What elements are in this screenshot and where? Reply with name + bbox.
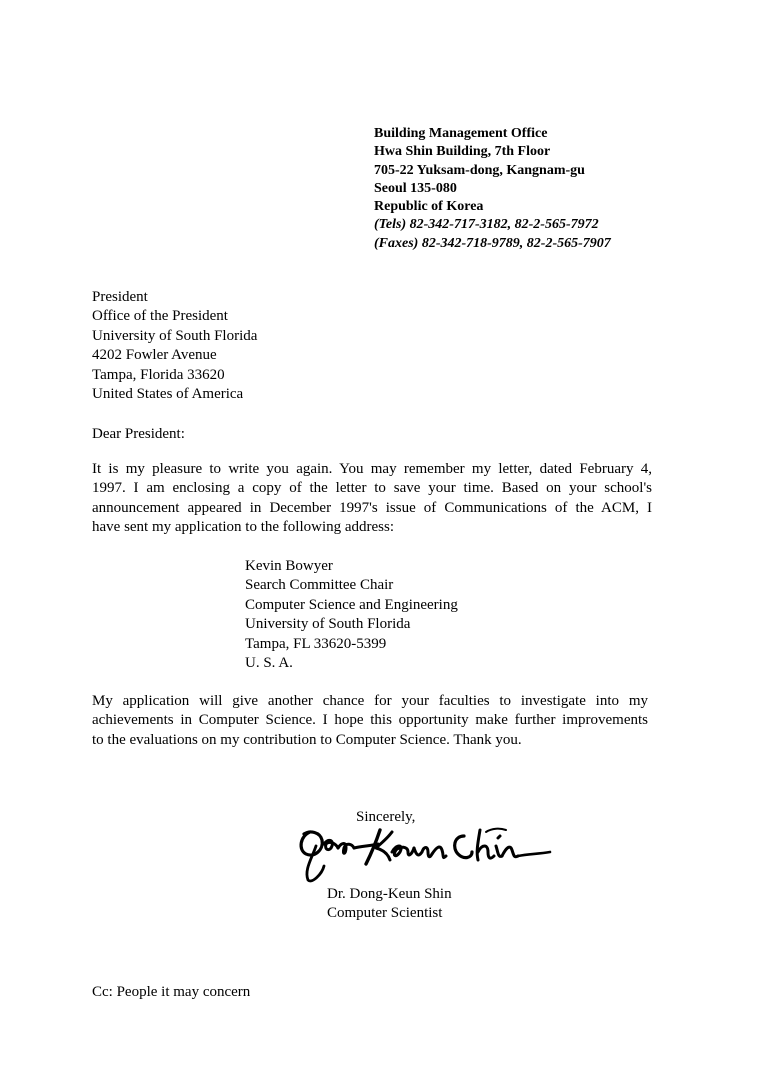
sender-telephones: (Tels) 82-342-717-3182, 82-2-565-7972 <box>374 217 599 233</box>
sender-line: Seoul 135-080 <box>374 180 457 196</box>
sender-faxes: (Faxes) 82-342-718-9789, 82-2-565-7907 <box>374 235 611 251</box>
paragraph-line: achievements in Computer Science. I hope this opportunity make further improvements <box>92 712 648 729</box>
address-line: Kevin Bowyer <box>245 558 333 574</box>
address-line: Tampa, FL 33620-5399 <box>245 635 387 652</box>
signer-title: Computer Scientist <box>327 905 443 922</box>
body-paragraph-1 <box>92 460 652 538</box>
paragraph-line: My application will give another chance for your faculties to investigate into my <box>92 693 648 709</box>
paragraph-line: 1997. I am enclosing a copy of the letter to save your time. Based on your school's <box>92 480 652 497</box>
recipient-address-block <box>92 288 257 404</box>
sender-line: Republic of Korea <box>374 199 484 215</box>
closing: Sincerely, <box>356 809 416 825</box>
address-line: U. S. A. <box>245 655 293 672</box>
address-line: University of South Florida <box>245 616 411 633</box>
address-line: Search Committee Chair <box>245 577 394 594</box>
paragraph-line: announcement appeared in December 1997's issue of Communications of the ACM, I <box>92 499 652 516</box>
salutation: Dear President: <box>92 426 185 442</box>
handwritten-signature-icon <box>296 822 552 884</box>
recipient-line: Office of the President <box>92 308 228 325</box>
sender-line: Hwa Shin Building, 7th Floor <box>374 144 551 160</box>
paragraph-line: to the evaluations on my contribution to Computer Science. Thank you. <box>92 731 522 748</box>
signer-block <box>327 885 452 924</box>
signer-name: Dr. Dong-Keun Shin <box>327 886 452 902</box>
recipient-line: University of South Florida <box>92 327 258 344</box>
recipient-line: 4202 Fowler Avenue <box>92 347 217 364</box>
sender-line: 705-22 Yuksam-dong, Kangnam-gu <box>374 162 585 178</box>
address-line: Computer Science and Engineering <box>245 596 458 613</box>
sender-line: Building Management Office <box>374 126 548 141</box>
recipient-line: President <box>92 289 148 305</box>
cc-line: Cc: People it may concern <box>92 984 251 1000</box>
recipient-line: Tampa, Florida 33620 <box>92 366 225 383</box>
sender-address-block <box>374 125 611 253</box>
body-paragraph-2 <box>92 692 648 750</box>
paragraph-line: have sent my application to the following address: <box>92 519 395 536</box>
recipient-line: United States of America <box>92 386 244 403</box>
paragraph-line: It is my pleasure to write you again. You may remember my letter, dated February 4, <box>92 461 652 477</box>
forwarding-address-block <box>245 557 458 673</box>
